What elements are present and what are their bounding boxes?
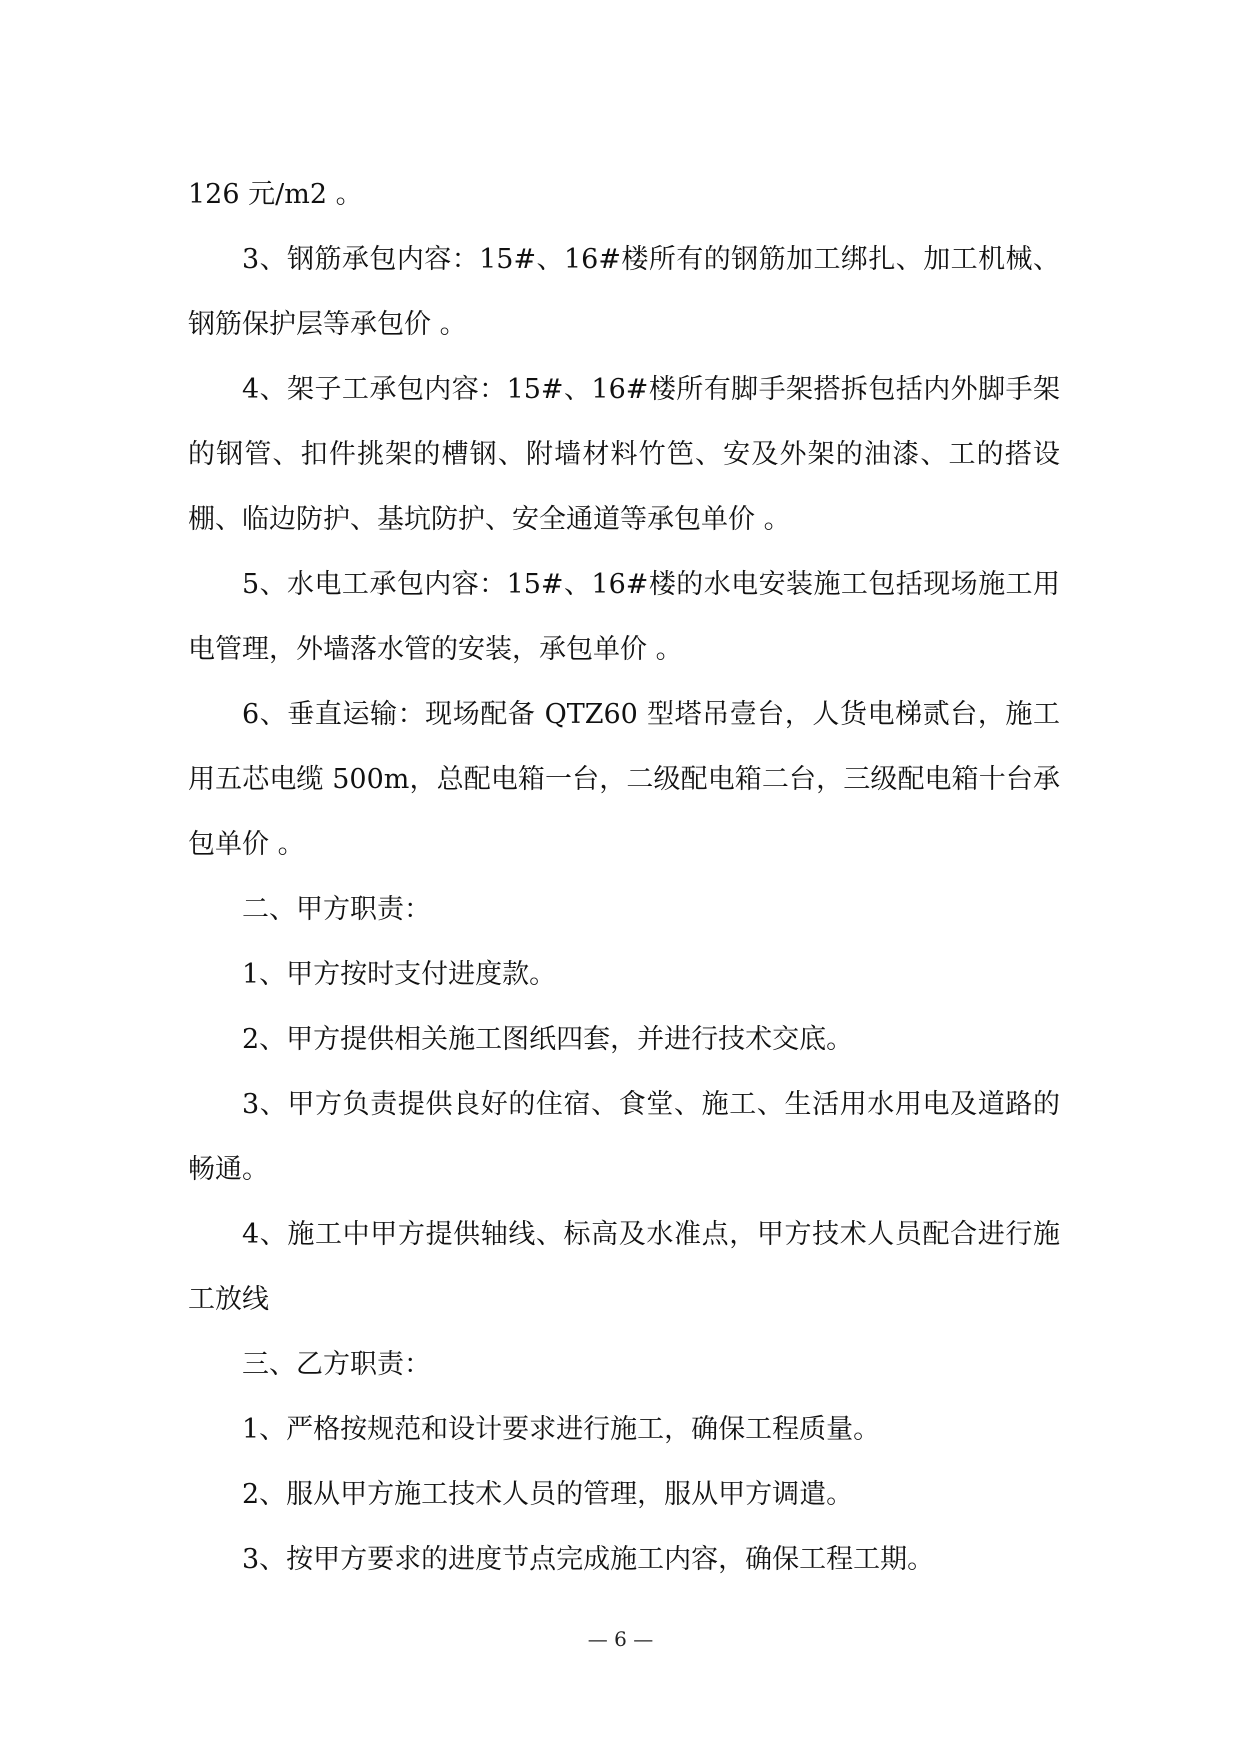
party-b-duty-2: 2、服从甲方施工技术人员的管理，服从甲方调遣。 <box>242 1479 854 1510</box>
party-a-duty-4: 4、施工中甲方提供轴线、标高及水准点，甲方技术人员配合进行施工放线 <box>188 1219 1060 1315</box>
document-body <box>188 162 1060 1592</box>
paragraph-plumbing-electrical-contract: 5、水电工承包内容：15#、16#楼的水电安装施工包括现场施工用电管理，外墙落水管的安装，承包单价 。 <box>188 569 1060 665</box>
party-b-duty-3: 3、按甲方要求的进度节点完成施工内容，确保工程工期。 <box>242 1544 935 1575</box>
page-number: — 6 — <box>587 1627 654 1651</box>
section-heading-party-b: 三、乙方职责： <box>242 1349 431 1380</box>
party-b-duty-1: 1、严格按规范和设计要求进行施工，确保工程质量。 <box>242 1414 881 1445</box>
party-a-duty-2: 2、甲方提供相关施工图纸四套，并进行技术交底。 <box>242 1024 854 1055</box>
party-a-duty-3: 3、甲方负责提供良好的住宿、食堂、施工、生活用水用电及道路的畅通。 <box>188 1089 1060 1185</box>
paragraph-scaffold-contract: 4、架子工承包内容：15#、16#楼所有脚手架搭拆包括内外脚手架的钢管、扣件挑架的槽钢、附墙材料竹笆、安及外架的油漆、工的搭设棚、临边防护、基坑防护、安全通道等承包单价 。 <box>188 374 1060 535</box>
paragraph-unit-price: 126 元/m2 。 <box>188 179 363 210</box>
party-a-duty-1: 1、甲方按时支付进度款。 <box>242 959 557 990</box>
paragraph-rebar-contract: 3、钢筋承包内容：15#、16#楼所有的钢筋加工绑扎、加工机械、钢筋保护层等承包价 。 <box>188 244 1060 340</box>
paragraph-vertical-transport: 6、垂直运输：现场配备 QTZ60 型塔吊壹台，人货电梯贰台，施工用五芯电缆 500m，总配电箱一台，二级配电箱二台，三级配电箱十台承包单价 。 <box>188 699 1060 860</box>
section-heading-party-a: 二、甲方职责： <box>242 894 431 925</box>
